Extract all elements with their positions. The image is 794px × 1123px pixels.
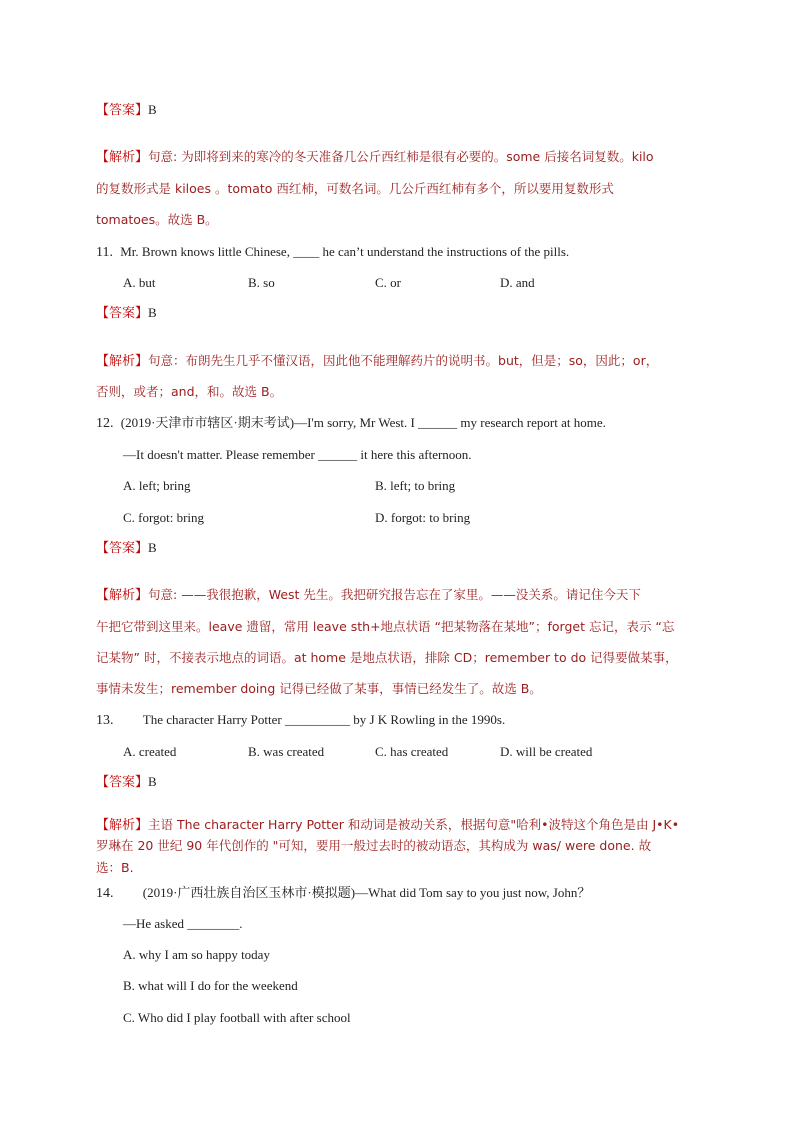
- option-d: D. will be created: [500, 744, 593, 759]
- explanation-tag: 【解析】: [96, 588, 149, 603]
- explanation-line: [96, 148, 654, 167]
- question-14-reply: —He asked ________.: [123, 916, 243, 931]
- explanation-line: [96, 680, 542, 698]
- question-text: The character Harry Potter __________ by J K Rowling in the 1990s.: [142, 712, 506, 727]
- answer-value: B: [148, 102, 157, 117]
- explanation-text: 句意：布朗先生几乎不懂汉语，因此他不能理解药片的说明书。but，但是；so，因此；or，: [148, 353, 659, 368]
- answer-line: [96, 539, 157, 558]
- question-text: Mr. Brown knows little Chinese, ____ he can’t understand the instructions of the pills.: [120, 244, 570, 259]
- answer-tag: 【答案】: [96, 306, 149, 321]
- explanation-text: 主语 The character Harry Potter 和动词是被动关系，根据句意"哈利•波特这个角色是由 J•K•: [148, 817, 680, 832]
- explanation-text: 午把它带到这里来。leave 遗留，常用 leave sth+地点状语 “把某物落在某地”；forget 忘记，表示 “忘: [96, 619, 675, 634]
- question-14-stem: [96, 884, 590, 903]
- explanation-text: 句意: 为即将到来的寒冷的冬天准备几公斤西红柿是很有必要的。some 后接名词复数。kilo: [148, 149, 654, 164]
- question-text: (2019·天津市市辖区·期末考试)—I'm sorry, Mr West. I ______ my research report at home.: [120, 415, 606, 430]
- answer-value: B: [148, 774, 157, 789]
- option-a: A. why I am so happy today: [123, 947, 270, 962]
- option-c: C. Who did I play football with after school: [123, 1010, 351, 1025]
- explanation-line: [96, 618, 674, 636]
- answer-line: [96, 304, 157, 323]
- option-c: C. or: [375, 275, 401, 290]
- question-12-reply: —It doesn't matter. Please remember ______ it here this afternoon.: [123, 447, 472, 462]
- answer-value: B: [148, 305, 157, 320]
- explanation-text: 句意: ——我很抱歉，West 先生。我把研究报告忘在了家里。——没关系。请记住今天下: [148, 587, 641, 602]
- explanation-text: 事情未发生；remember doing 记得已经做了某事，事情已经发生了。故选 B。: [96, 681, 542, 696]
- explanation-line: [96, 816, 679, 835]
- explanation-line: [96, 211, 218, 229]
- option-a: A. but: [123, 275, 156, 290]
- explanation-line: [96, 352, 658, 371]
- answer-line: [96, 101, 157, 120]
- answer-tag: 【答案】: [96, 103, 149, 118]
- option-c: C. has created: [375, 744, 449, 759]
- explanation-tag: 【解析】: [96, 818, 149, 833]
- option-a: A. created: [123, 744, 177, 759]
- explanation-line: [96, 180, 614, 198]
- option-b: B. was created: [248, 744, 325, 759]
- option-b: B. left; to bring: [375, 478, 456, 493]
- question-number: 13.: [96, 713, 114, 728]
- answer-tag: 【答案】: [96, 775, 149, 790]
- question-number: 11.: [96, 245, 113, 260]
- option-d: D. and: [500, 275, 535, 290]
- explanation-line: [96, 649, 678, 667]
- option-b: B. what will I do for the weekend: [123, 978, 298, 993]
- option-d: D. forgot: to bring: [375, 510, 471, 525]
- answer-line: [96, 773, 157, 792]
- explanation-text: 的复数形式是 kiloes 。tomato 西红柿，可数名词。几公斤西红柿有多个，所以要用复数形式: [96, 181, 614, 196]
- explanation-tag: 【解析】: [96, 354, 149, 369]
- option-a: A. left; bring: [123, 478, 191, 493]
- question-number: 12.: [96, 416, 114, 431]
- answer-tag: 【答案】: [96, 541, 149, 556]
- explanation-line: [96, 586, 641, 605]
- explanation-line: [96, 859, 134, 877]
- option-b: B. so: [248, 275, 275, 290]
- question-text: (2019·广西壮族自治区玉林市·模拟题)—What did Tom say to you just now, John？: [142, 885, 591, 900]
- question-13-stem: [96, 711, 505, 730]
- explanation-text: 选：B.: [96, 860, 134, 875]
- answer-value: B: [148, 540, 157, 555]
- explanation-text: 否则，或者；and，和。故选 B。: [96, 384, 283, 399]
- question-number: 14.: [96, 886, 114, 901]
- option-c: C. forgot: bring: [123, 510, 205, 525]
- explanation-text: 罗琳在 20 世纪 90 年代创作的 "可知，要用一般过去时的被动语态，其构成为 was/ were done. 故: [96, 838, 652, 853]
- explanation-text: tomatoes。故选 B。: [96, 212, 218, 227]
- explanation-line: [96, 383, 282, 401]
- explanation-line: [96, 837, 651, 855]
- explanation-tag: 【解析】: [96, 150, 149, 165]
- explanation-text: 记某物” 时，不接表示地点的词语。at home 是地点状语，排除 CD；remember to do 记得要做某事，: [96, 650, 678, 665]
- question-12-stem: [96, 414, 606, 433]
- question-11-stem: [96, 243, 569, 262]
